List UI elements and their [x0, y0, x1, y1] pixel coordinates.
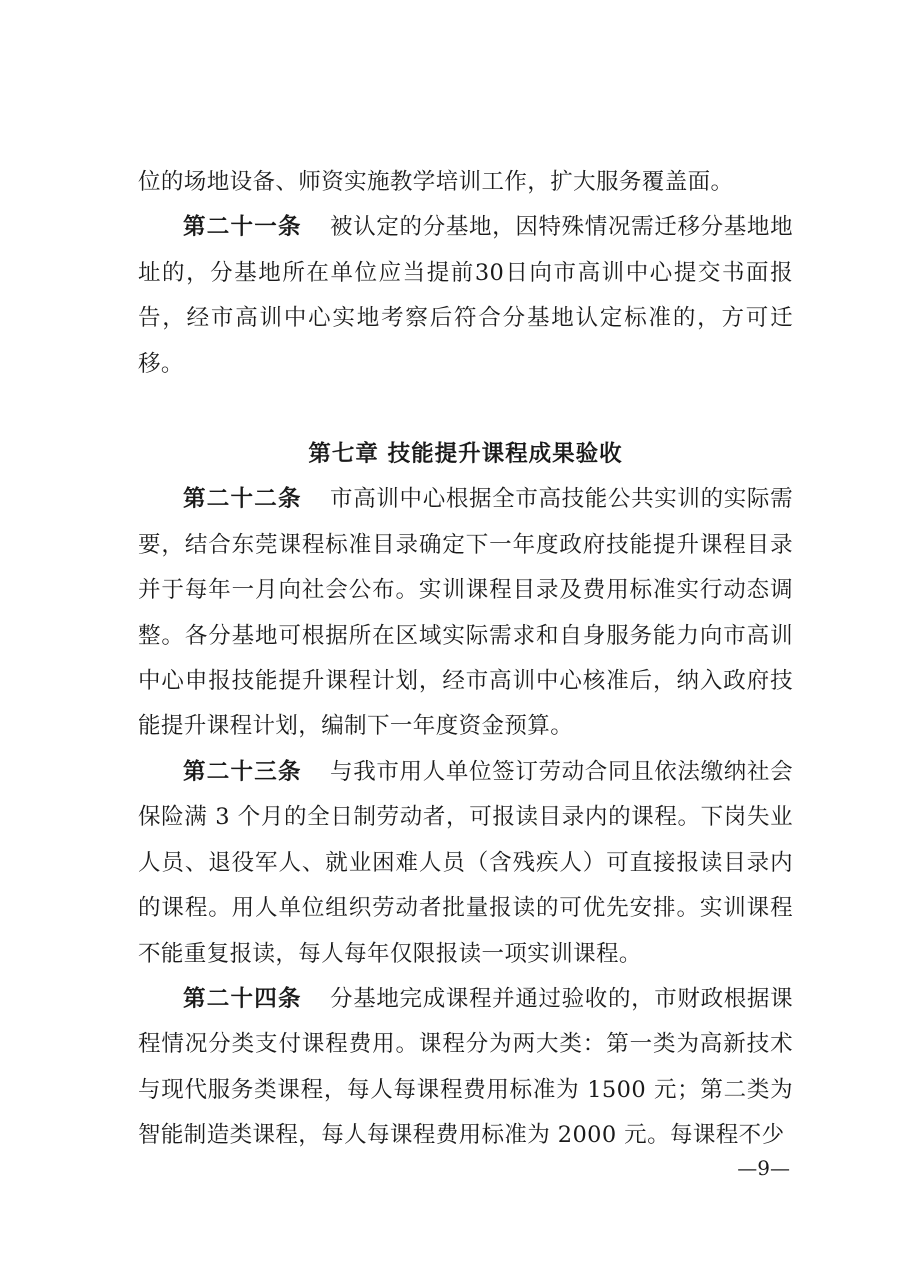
chapter-7-heading: 第七章 技能提升课程成果验收: [308, 441, 623, 468]
continuation-text: 位的场地设备、师资实施教学培训工作，扩大服务覆盖面。: [138, 169, 734, 195]
article-23-paragraph: [138, 750, 793, 977]
article-21-body: 被认定的分基地，因特殊情况需迁移分基地地址的，分基地所在单位应当提前30日向市高训中心提交书面报告，经市高训中心实地考察后符合分基地认定标准的，方可迁移。: [138, 214, 793, 377]
article-22-title: 第二十二条: [183, 486, 302, 513]
article-24-title: 第二十四条: [183, 985, 302, 1012]
article-22-paragraph: [138, 477, 793, 749]
article-24-paragraph: [138, 977, 793, 1159]
article-21-title: 第二十一条: [183, 214, 302, 241]
article-22-body: 市高训中心根据全市高技能公共实训的实际需要，结合东莞课程标准目录确定下一年度政府技能提升课程目录并于每年一月向社会公布。实训课程目录及费用标准实行动态调整。各分基地可根据所在区域实际需求和自身服务能力向市高训中心申报技能提升课程计划，经市高训中心核准后，纳入政府技能提升课程计划，编制下一年度资金预算。: [138, 486, 793, 740]
page-number: —9—: [737, 1156, 790, 1180]
article-24-body: 分基地完成课程并通过验收的，市财政根据课程情况分类支付课程费用。课程分为两大类：第一类为高新技术与现代服务类课程，每人每课程费用标准为 1500 元；第二类为智能制造类课程，每人每课程费用标准为 2000 元。每课程不少: [138, 985, 793, 1149]
article-21-paragraph: [138, 205, 793, 387]
document-body: [138, 160, 793, 1159]
article-23-title: 第二十三条: [183, 758, 302, 785]
article-23-body: 与我市用人单位签订劳动合同且依法缴纳社会保险满 3 个月的全日制劳动者，可报读目录内的课程。下岗失业人员、退役军人、就业困难人员（含残疾人）可直接报读目录内的课程。用人单位组织劳动者批量报读的可优先安排。实训课程不能重复报读，每人每年仅限报读一项实训课程。: [138, 758, 793, 967]
continuation-paragraph: [138, 160, 793, 205]
